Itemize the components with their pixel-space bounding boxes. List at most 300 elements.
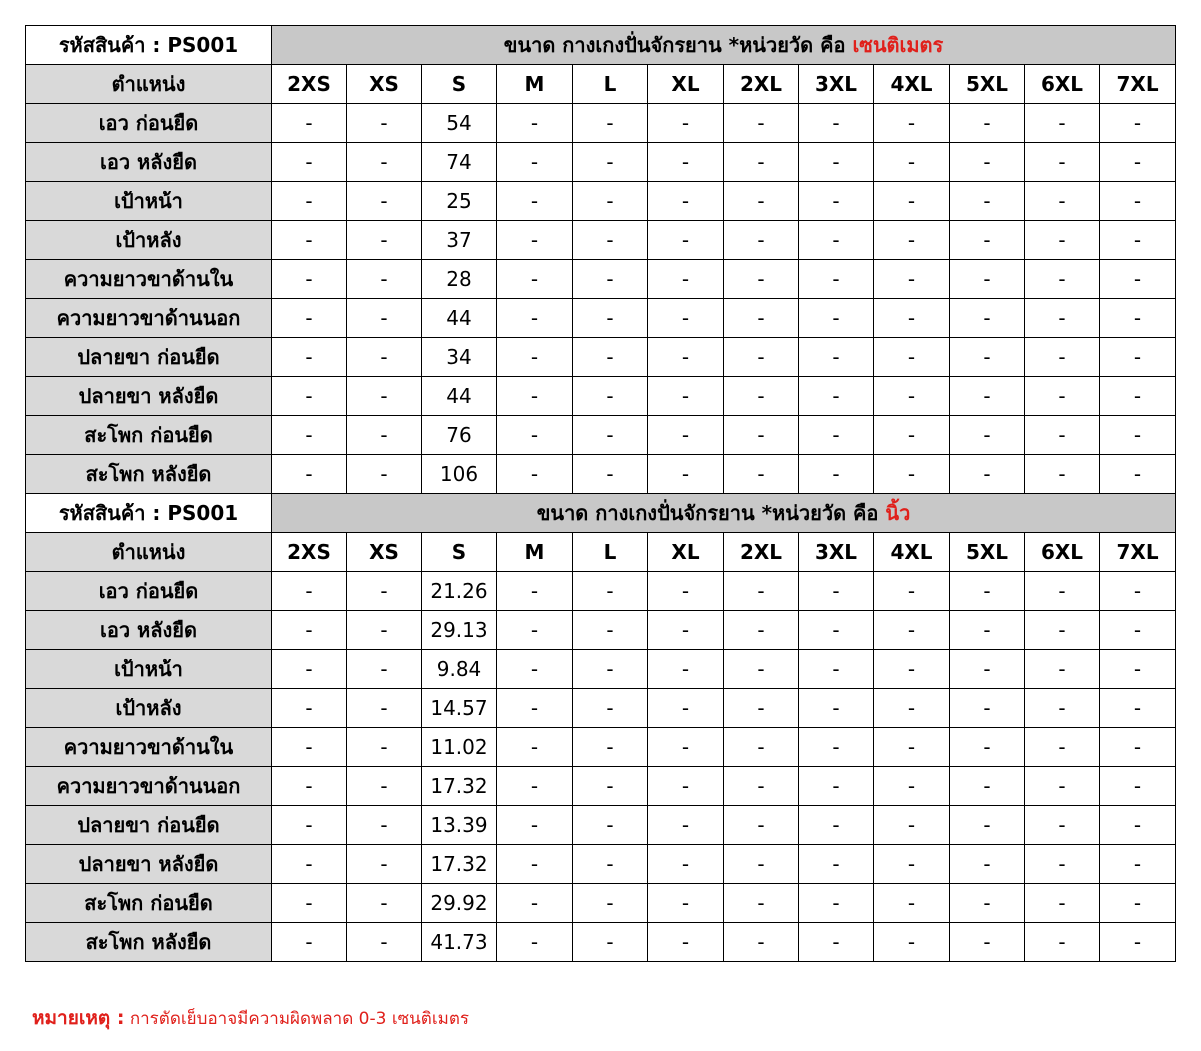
measurement-value: - — [724, 143, 799, 182]
measurement-row — [26, 260, 1176, 299]
measurement-row — [26, 689, 1176, 728]
measurement-value: - — [724, 572, 799, 611]
measurement-value: - — [347, 299, 422, 338]
measurement-value: - — [1100, 845, 1176, 884]
measurement-value: - — [724, 221, 799, 260]
measurement-value: - — [1025, 338, 1100, 377]
size-header-cell: 7XL — [1100, 65, 1176, 104]
measurement-value: - — [799, 689, 874, 728]
measurement-value: - — [1025, 182, 1100, 221]
measurement-value: - — [497, 182, 573, 221]
measurement-row — [26, 416, 1176, 455]
measurement-value: - — [799, 572, 874, 611]
measurement-row — [26, 845, 1176, 884]
measurement-value: - — [573, 377, 648, 416]
measurement-value: 9.84 — [422, 650, 497, 689]
measurement-label: สะโพก ก่อนยืด — [26, 416, 272, 455]
measurement-value: - — [1025, 416, 1100, 455]
measurement-value: - — [950, 104, 1025, 143]
size-header-cell: 4XL — [874, 65, 950, 104]
measurement-row — [26, 767, 1176, 806]
measurement-label: สะโพก หลังยืด — [26, 923, 272, 962]
measurement-value: - — [799, 416, 874, 455]
measurement-label: เอว ก่อนยืด — [26, 104, 272, 143]
measurement-value: - — [799, 377, 874, 416]
measurement-value: - — [497, 104, 573, 143]
measurement-value: 17.32 — [422, 767, 497, 806]
size-header-cell: 2XL — [724, 533, 799, 572]
measurement-value: 21.26 — [422, 572, 497, 611]
measurement-value: - — [272, 884, 347, 923]
measurement-value: - — [573, 650, 648, 689]
measurement-value: - — [573, 689, 648, 728]
measurement-value: - — [272, 299, 347, 338]
measurement-value: - — [648, 221, 724, 260]
measurement-value: - — [950, 923, 1025, 962]
product-code: รหัสสินค้า : PS001 — [26, 494, 272, 533]
measurement-value: - — [648, 299, 724, 338]
measurement-value: - — [1100, 377, 1176, 416]
measurement-value: - — [874, 650, 950, 689]
measurement-value: - — [1100, 299, 1176, 338]
measurement-value: - — [799, 221, 874, 260]
measurement-label: ความยาวขาด้านใน — [26, 728, 272, 767]
measurement-value: - — [1100, 884, 1176, 923]
measurement-value: - — [272, 923, 347, 962]
measurement-value: - — [950, 728, 1025, 767]
measurement-value: - — [347, 611, 422, 650]
measurement-value: - — [1100, 650, 1176, 689]
measurement-value: - — [874, 806, 950, 845]
measurement-value: - — [874, 728, 950, 767]
measurement-row — [26, 338, 1176, 377]
measurement-value: - — [497, 455, 573, 494]
measurement-value: - — [724, 728, 799, 767]
measurement-value: - — [1025, 455, 1100, 494]
size-header-cell: S — [422, 65, 497, 104]
section-title-row — [26, 494, 1176, 533]
measurement-value: - — [724, 884, 799, 923]
measurement-value: - — [874, 572, 950, 611]
measurement-value: - — [573, 338, 648, 377]
measurement-value: 29.13 — [422, 611, 497, 650]
measurement-value: - — [272, 650, 347, 689]
measurement-value: - — [573, 455, 648, 494]
measurement-value: - — [347, 377, 422, 416]
measurement-value: - — [724, 611, 799, 650]
unit-label: นิ้ว — [885, 501, 911, 525]
measurement-value: - — [799, 923, 874, 962]
measurement-value: - — [573, 806, 648, 845]
measurement-value: - — [874, 416, 950, 455]
measurement-label: เป้าหน้า — [26, 650, 272, 689]
measurement-row — [26, 299, 1176, 338]
size-chart-body — [26, 26, 1176, 962]
measurement-value: - — [648, 689, 724, 728]
measurement-value: - — [347, 143, 422, 182]
measurement-value: - — [648, 143, 724, 182]
measurement-value: - — [272, 455, 347, 494]
measurement-row — [26, 455, 1176, 494]
measurement-value: - — [272, 104, 347, 143]
measurement-value: - — [799, 884, 874, 923]
measurement-label: เอว หลังยืด — [26, 143, 272, 182]
measurement-value: - — [874, 182, 950, 221]
measurement-value: - — [1025, 104, 1100, 143]
measurement-label: เป้าหลัง — [26, 689, 272, 728]
measurement-value: - — [648, 572, 724, 611]
measurement-value: - — [648, 455, 724, 494]
measurement-value: - — [497, 299, 573, 338]
measurement-label: เป้าหน้า — [26, 182, 272, 221]
measurement-value: - — [1025, 728, 1100, 767]
measurement-value: - — [1025, 143, 1100, 182]
measurement-value: - — [724, 104, 799, 143]
measurement-value: - — [1100, 728, 1176, 767]
measurement-label: ปลายขา หลังยืด — [26, 845, 272, 884]
measurement-row — [26, 611, 1176, 650]
measurement-row — [26, 923, 1176, 962]
measurement-value: - — [724, 806, 799, 845]
size-header-cell: XS — [347, 65, 422, 104]
measurement-value: - — [724, 923, 799, 962]
size-header-cell: 5XL — [950, 533, 1025, 572]
measurement-value: 17.32 — [422, 845, 497, 884]
size-chart-table — [25, 25, 1176, 962]
measurement-value: 11.02 — [422, 728, 497, 767]
measurement-value: 13.39 — [422, 806, 497, 845]
measurement-value: - — [573, 104, 648, 143]
size-header-cell: L — [573, 533, 648, 572]
measurement-value: 34 — [422, 338, 497, 377]
measurement-value: - — [1100, 182, 1176, 221]
section-title — [272, 26, 1176, 65]
measurement-value: - — [497, 221, 573, 260]
measurement-value: - — [874, 455, 950, 494]
measurement-value: - — [950, 455, 1025, 494]
measurement-value: - — [1100, 767, 1176, 806]
measurement-value: - — [724, 299, 799, 338]
measurement-value: - — [347, 104, 422, 143]
measurement-value: - — [497, 650, 573, 689]
measurement-value: 76 — [422, 416, 497, 455]
measurement-value: - — [874, 845, 950, 884]
measurement-value: - — [1025, 260, 1100, 299]
measurement-value: - — [272, 182, 347, 221]
measurement-value: - — [497, 143, 573, 182]
footnote-text: การตัดเย็บอาจมีความผิดพลาด 0-3 เซนติเมตร — [124, 1009, 470, 1029]
measurement-value: - — [1100, 689, 1176, 728]
measurement-value: - — [874, 611, 950, 650]
measurement-row — [26, 143, 1176, 182]
measurement-value: - — [799, 806, 874, 845]
section-title-text: ขนาด กางเกงปั่นจักรยาน *หน่วยวัด คือ — [536, 501, 886, 525]
measurement-value: - — [573, 416, 648, 455]
measurement-value: - — [950, 143, 1025, 182]
measurement-value: - — [272, 143, 347, 182]
measurement-value: - — [950, 572, 1025, 611]
measurement-value: - — [497, 338, 573, 377]
measurement-row — [26, 104, 1176, 143]
measurement-value: - — [724, 260, 799, 299]
measurement-value: 28 — [422, 260, 497, 299]
measurement-value: - — [874, 767, 950, 806]
measurement-value: - — [799, 611, 874, 650]
measurement-value: - — [1100, 806, 1176, 845]
measurement-value: - — [724, 377, 799, 416]
size-header-cell: 4XL — [874, 533, 950, 572]
measurement-value: - — [799, 182, 874, 221]
measurement-value: - — [347, 182, 422, 221]
measurement-row — [26, 182, 1176, 221]
measurement-value: - — [950, 650, 1025, 689]
measurement-label: ปลายขา ก่อนยืด — [26, 806, 272, 845]
section-title — [272, 494, 1176, 533]
measurement-value: - — [724, 338, 799, 377]
measurement-value: - — [648, 923, 724, 962]
measurement-value: - — [573, 845, 648, 884]
measurement-value: - — [497, 884, 573, 923]
measurement-value: - — [573, 884, 648, 923]
measurement-value: - — [1025, 572, 1100, 611]
measurement-label: สะโพก ก่อนยืด — [26, 884, 272, 923]
measurement-value: - — [874, 104, 950, 143]
size-header-cell: XS — [347, 533, 422, 572]
size-header-cell: 2XL — [724, 65, 799, 104]
size-header-cell: L — [573, 65, 648, 104]
measurement-value: - — [724, 182, 799, 221]
measurement-value: - — [272, 572, 347, 611]
measurement-value: - — [347, 455, 422, 494]
size-header-cell: M — [497, 533, 573, 572]
measurement-value: 25 — [422, 182, 497, 221]
measurement-value: - — [799, 455, 874, 494]
measurement-row — [26, 806, 1176, 845]
position-header: ตำแหน่ง — [26, 533, 272, 572]
measurement-value: - — [799, 728, 874, 767]
size-header-cell: XL — [648, 65, 724, 104]
measurement-value: - — [799, 650, 874, 689]
measurement-value: 41.73 — [422, 923, 497, 962]
measurement-row — [26, 650, 1176, 689]
measurement-value: - — [497, 260, 573, 299]
measurement-value: - — [1025, 845, 1100, 884]
measurement-value: - — [799, 260, 874, 299]
measurement-value: - — [497, 728, 573, 767]
measurement-value: - — [724, 650, 799, 689]
measurement-value: 37 — [422, 221, 497, 260]
size-header-cell: 3XL — [799, 65, 874, 104]
size-header-cell: 7XL — [1100, 533, 1176, 572]
measurement-value: - — [573, 611, 648, 650]
measurement-value: - — [648, 377, 724, 416]
measurement-value: - — [950, 377, 1025, 416]
measurement-value: - — [272, 260, 347, 299]
measurement-value: - — [950, 260, 1025, 299]
unit-label: เซนติเมตร — [852, 33, 944, 57]
section-title-row — [26, 26, 1176, 65]
measurement-label: เอว ก่อนยืด — [26, 572, 272, 611]
measurement-label: ความยาวขาด้านนอก — [26, 767, 272, 806]
product-code: รหัสสินค้า : PS001 — [26, 26, 272, 65]
measurement-value: - — [1025, 299, 1100, 338]
measurement-value: - — [1100, 611, 1176, 650]
measurement-row — [26, 377, 1176, 416]
measurement-value: - — [950, 806, 1025, 845]
measurement-value: - — [347, 572, 422, 611]
measurement-value: - — [648, 806, 724, 845]
measurement-row — [26, 884, 1176, 923]
measurement-value: - — [497, 845, 573, 884]
measurement-value: - — [1100, 572, 1176, 611]
size-header-row — [26, 533, 1176, 572]
measurement-value: - — [648, 767, 724, 806]
footnote — [32, 1003, 469, 1033]
measurement-label: สะโพก หลังยืด — [26, 455, 272, 494]
measurement-value: - — [573, 728, 648, 767]
measurement-value: - — [347, 767, 422, 806]
measurement-value: - — [1025, 377, 1100, 416]
measurement-row — [26, 572, 1176, 611]
measurement-value: - — [573, 143, 648, 182]
measurement-value: - — [799, 767, 874, 806]
measurement-value: - — [497, 689, 573, 728]
measurement-value: - — [874, 689, 950, 728]
measurement-value: - — [648, 416, 724, 455]
measurement-value: 44 — [422, 299, 497, 338]
measurement-value: - — [573, 923, 648, 962]
measurement-label: ปลายขา หลังยืด — [26, 377, 272, 416]
size-header-cell: 2XS — [272, 533, 347, 572]
measurement-value: - — [573, 182, 648, 221]
measurement-value: - — [1025, 650, 1100, 689]
measurement-value: - — [497, 572, 573, 611]
measurement-value: - — [1100, 104, 1176, 143]
measurement-value: - — [573, 221, 648, 260]
size-header-cell: XL — [648, 533, 724, 572]
measurement-value: - — [648, 104, 724, 143]
measurement-value: - — [724, 767, 799, 806]
size-header-cell: S — [422, 533, 497, 572]
measurement-value: - — [648, 650, 724, 689]
measurement-value: - — [950, 299, 1025, 338]
measurement-value: - — [272, 806, 347, 845]
measurement-value: - — [648, 338, 724, 377]
measurement-value: - — [347, 338, 422, 377]
measurement-value: - — [272, 221, 347, 260]
footnote-label: หมายเหตุ : — [32, 1007, 125, 1029]
measurement-value: - — [347, 650, 422, 689]
measurement-label: เป้าหลัง — [26, 221, 272, 260]
measurement-label: เอว หลังยืด — [26, 611, 272, 650]
measurement-value: - — [1025, 884, 1100, 923]
measurement-value: - — [573, 260, 648, 299]
measurement-value: - — [874, 143, 950, 182]
position-header: ตำแหน่ง — [26, 65, 272, 104]
measurement-value: 14.57 — [422, 689, 497, 728]
measurement-row — [26, 728, 1176, 767]
measurement-value: - — [1100, 143, 1176, 182]
measurement-value: - — [347, 923, 422, 962]
measurement-value: 29.92 — [422, 884, 497, 923]
measurement-value: - — [272, 611, 347, 650]
measurement-value: - — [347, 260, 422, 299]
measurement-value: - — [1025, 767, 1100, 806]
size-header-row — [26, 65, 1176, 104]
measurement-value: - — [874, 884, 950, 923]
size-header-cell: M — [497, 65, 573, 104]
measurement-value: - — [347, 689, 422, 728]
measurement-value: - — [799, 143, 874, 182]
measurement-value: - — [497, 767, 573, 806]
measurement-value: 54 — [422, 104, 497, 143]
measurement-value: - — [1100, 455, 1176, 494]
measurement-value: - — [1025, 611, 1100, 650]
measurement-value: - — [1025, 221, 1100, 260]
measurement-value: - — [272, 338, 347, 377]
measurement-value: - — [950, 611, 1025, 650]
measurement-value: - — [874, 377, 950, 416]
size-header-cell: 6XL — [1025, 65, 1100, 104]
measurement-value: - — [347, 845, 422, 884]
measurement-value: - — [1025, 689, 1100, 728]
measurement-value: - — [950, 845, 1025, 884]
measurement-value: - — [497, 611, 573, 650]
measurement-value: - — [347, 806, 422, 845]
measurement-value: - — [799, 104, 874, 143]
measurement-value: - — [497, 416, 573, 455]
measurement-value: - — [1100, 416, 1176, 455]
measurement-value: - — [347, 884, 422, 923]
measurement-value: - — [347, 416, 422, 455]
size-header-cell: 2XS — [272, 65, 347, 104]
size-header-cell: 5XL — [950, 65, 1025, 104]
size-header-cell: 6XL — [1025, 533, 1100, 572]
measurement-value: - — [950, 767, 1025, 806]
measurement-value: - — [950, 338, 1025, 377]
measurement-value: - — [874, 260, 950, 299]
size-header-cell: 3XL — [799, 533, 874, 572]
measurement-value: - — [724, 689, 799, 728]
measurement-value: 74 — [422, 143, 497, 182]
measurement-value: - — [272, 377, 347, 416]
section-title-text: ขนาด กางเกงปั่นจักรยาน *หน่วยวัด คือ — [503, 33, 853, 57]
measurement-value: - — [272, 689, 347, 728]
measurement-value: 44 — [422, 377, 497, 416]
measurement-value: - — [648, 182, 724, 221]
measurement-value: - — [573, 299, 648, 338]
measurement-value: - — [347, 728, 422, 767]
measurement-value: - — [874, 923, 950, 962]
measurement-value: - — [573, 572, 648, 611]
measurement-value: - — [648, 884, 724, 923]
measurement-value: 106 — [422, 455, 497, 494]
measurement-value: - — [1100, 338, 1176, 377]
measurement-value: - — [1025, 923, 1100, 962]
measurement-value: - — [799, 338, 874, 377]
measurement-value: - — [950, 416, 1025, 455]
measurement-value: - — [799, 299, 874, 338]
measurement-value: - — [874, 299, 950, 338]
measurement-value: - — [648, 611, 724, 650]
measurement-value: - — [347, 221, 422, 260]
measurement-value: - — [1025, 806, 1100, 845]
measurement-value: - — [648, 260, 724, 299]
measurement-value: - — [1100, 260, 1176, 299]
measurement-value: - — [724, 845, 799, 884]
measurement-value: - — [724, 455, 799, 494]
measurement-value: - — [573, 767, 648, 806]
